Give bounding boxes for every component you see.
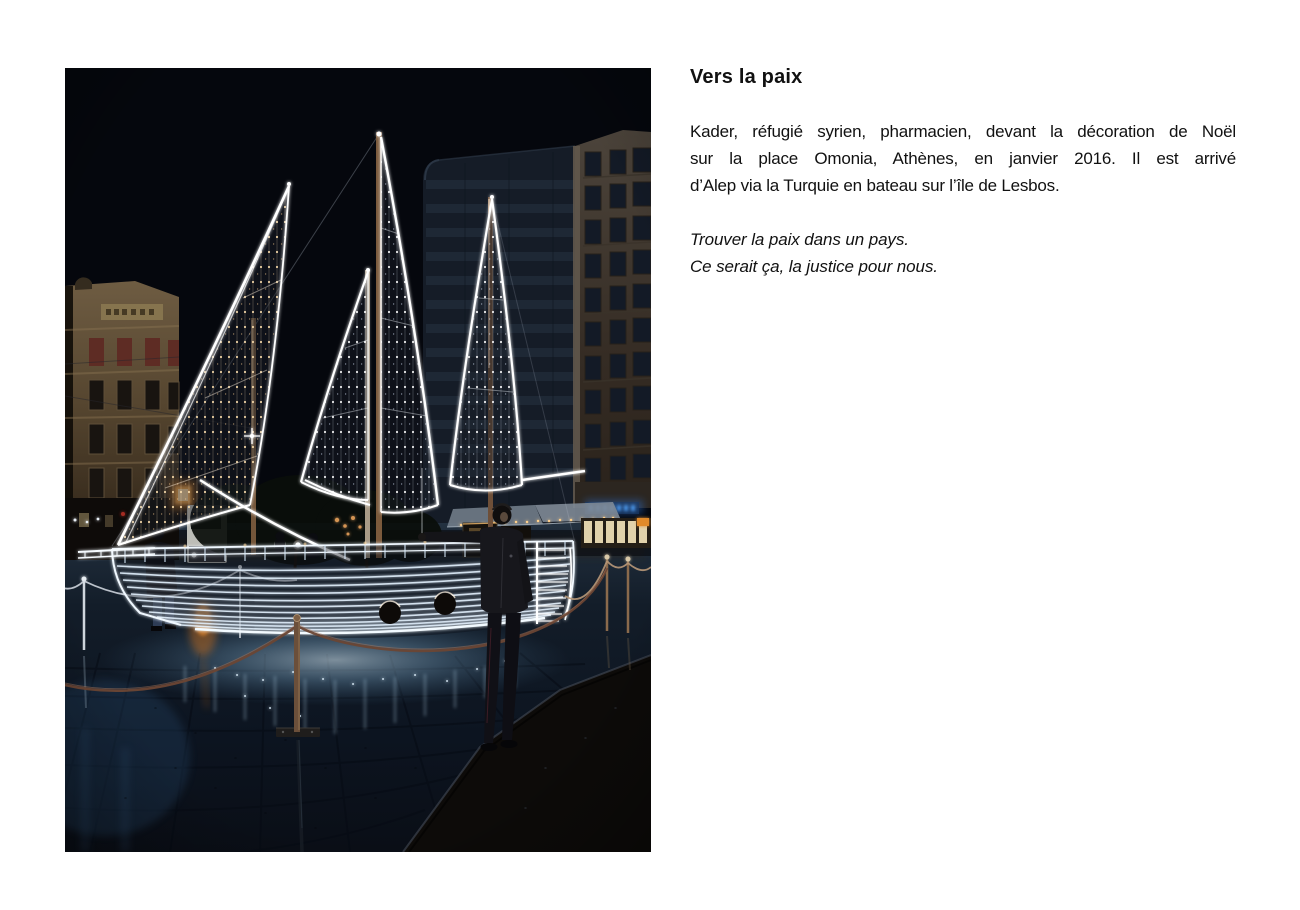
quote-line: Ce serait ça, la justice pour nous. — [690, 257, 938, 276]
vignette — [65, 68, 651, 852]
caption-line: Kader, réfugié syrien, pharmacien, devant la décoration de Noël — [690, 122, 1236, 141]
caption-line: d’Alep via la Turquie en bateau sur l’île de Lesbos. — [690, 176, 1060, 195]
caption-column — [690, 64, 1236, 280]
photo-kader-athens-night — [65, 68, 651, 852]
page-title: Vers la paix — [690, 66, 803, 88]
caption-line: sur la place Omonia, Athènes, en janvier 2016. Il est arrivé — [690, 149, 1236, 168]
photo-caption — [690, 118, 1236, 199]
quote-line: Trouver la paix dans un pays. — [690, 230, 909, 249]
photo-illustration — [65, 68, 651, 852]
quote-block — [690, 226, 1236, 280]
